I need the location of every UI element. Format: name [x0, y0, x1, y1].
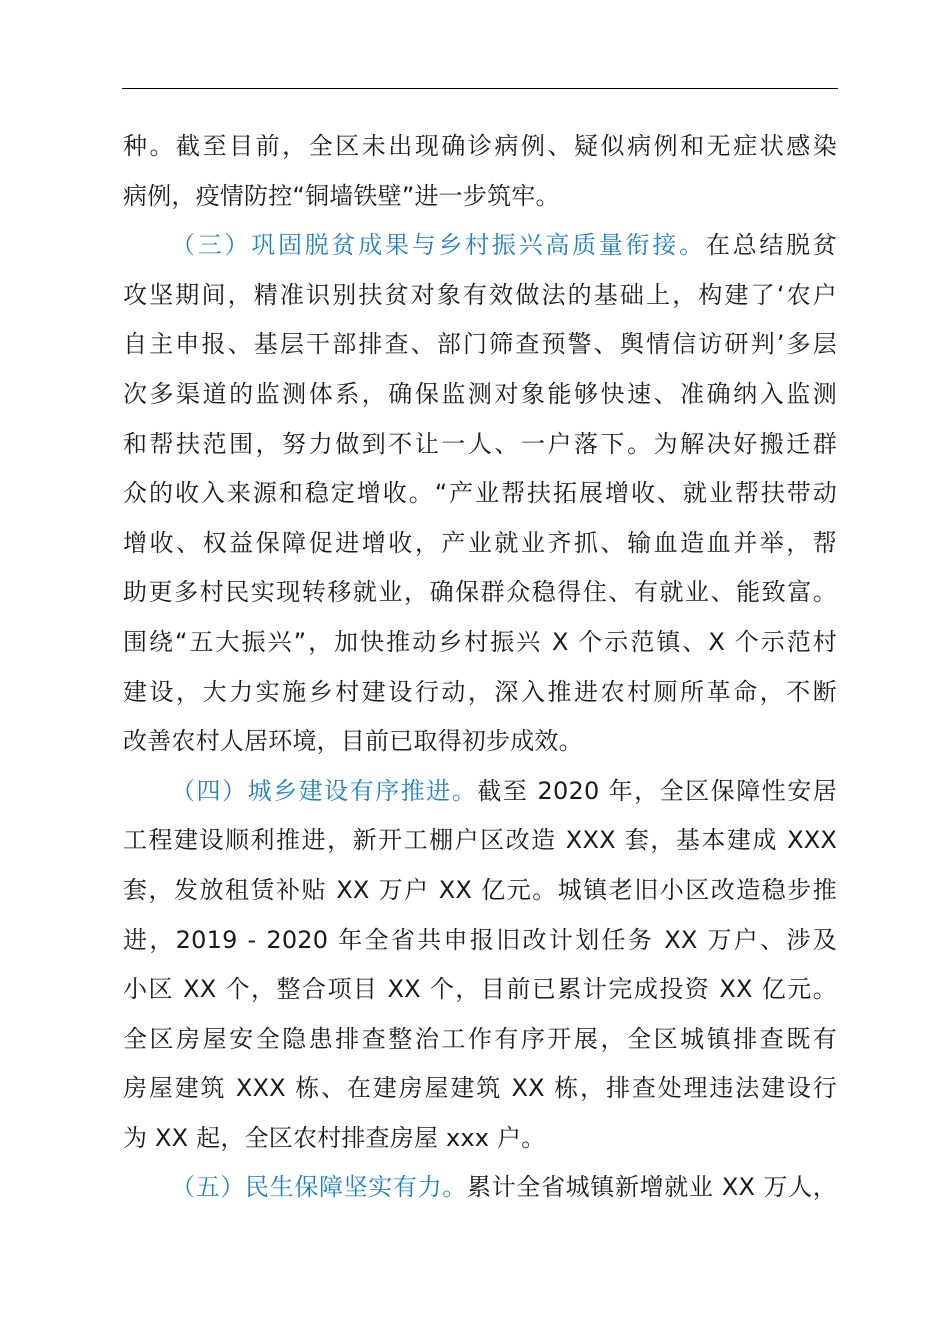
- body-text: 累计全省城镇新增就业 XX 万人，: [466, 1173, 837, 1202]
- body-line: 增收、权益保障促进增收，产业就业齐抓、输血造血并举，帮: [123, 528, 837, 557]
- section-3-first-line: [123, 221, 837, 271]
- body-line: 全区房屋安全隐患排查整治工作有序开展，全区城镇排查既有: [123, 1024, 837, 1053]
- body-line: 建设，大力实施乡村建设行动，深入推进农村厕所革命，不断: [123, 677, 837, 706]
- section-5-heading: （五）民生保障坚实有力。: [171, 1173, 467, 1202]
- body-text: 截至 2020 年，全区保障性安居: [477, 776, 837, 805]
- body-line: 围绕“五大振兴”，加快推动乡村振兴 X 个示范镇、X 个示范村: [123, 627, 837, 656]
- body-line: 次多渠道的监测体系，确保监测对象能够快速、准确纳入监测: [123, 379, 837, 408]
- body-line: 改善农村人居环境，目前已取得初步成效。: [123, 727, 583, 756]
- body-line: 进，2019 - 2020 年全省共申报旧改计划任务 XX 万户、涉及: [123, 925, 837, 954]
- body-line: 房屋建筑 XXX 栋、在建房屋建筑 XX 栋，排查处理违法建设行: [123, 1074, 837, 1103]
- body-line: 攻坚期间，精准识别扶贫对象有效做法的基础上，构建了‘农户: [123, 280, 837, 309]
- section-4-heading: （四）城乡建设有序推进。: [171, 776, 478, 805]
- body-line: 小区 XX 个，整合项目 XX 个，目前已累计完成投资 XX 亿元。: [123, 975, 837, 1004]
- header-rule: [122, 88, 838, 89]
- body-line: 众的收入来源和稳定增收。“产业帮扶拓展增收、就业帮扶带动: [123, 479, 837, 508]
- document-body: [123, 122, 837, 1213]
- body-line: 套，发放租赁补贴 XX 万户 XX 亿元。城镇老旧小区改造稳步推: [123, 875, 837, 904]
- section-3-heading: （三）巩固脱贫成果与乡村振兴高质量衔接。: [171, 231, 706, 260]
- body-line: 自主申报、基层干部排查、部门筛查预警、舆情信访研判’多层: [123, 330, 837, 359]
- body-line: 和帮扶范围，努力做到不让一人、一户落下。为解决好搬迁群: [123, 429, 837, 458]
- body-line: 种。截至目前，全区未出现确诊病例、疑似病例和无症状感染: [123, 132, 837, 160]
- body-line: 助更多村民实现转移就业，确保群众稳得住、有就业、能致富。: [123, 578, 837, 607]
- body-line: 病例，疫情防控“铜墙铁壁”进一步筑牢。: [123, 181, 560, 210]
- body-text: 在总结脱贫: [705, 231, 838, 260]
- body-line: 工程建设顺利推进，新开工棚户区改造 XXX 套，基本建成 XXX: [123, 826, 837, 855]
- section-4-first-line: [123, 767, 837, 817]
- section-5-first-line: [123, 1163, 837, 1213]
- body-line: 为 XX 起，全区农村排查房屋 xxx 户。: [123, 1123, 546, 1152]
